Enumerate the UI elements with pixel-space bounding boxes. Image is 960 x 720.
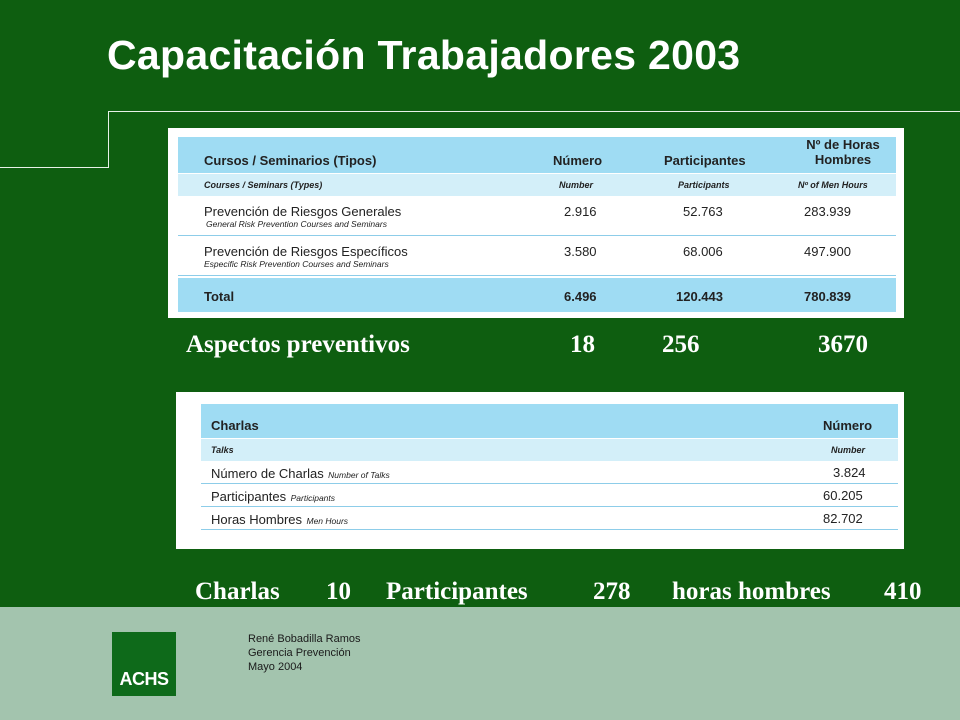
total-numero: 6.496 — [564, 289, 597, 304]
horas-cell: 283.939 — [804, 204, 851, 219]
table-row — [201, 461, 898, 484]
row-label-en: Number of Talks — [328, 470, 390, 480]
column-subheader: Courses / Seminars (Types) — [204, 180, 323, 190]
table-subheader-row — [201, 438, 898, 461]
summary-label: Aspectos preventivos — [186, 331, 410, 358]
table-row — [178, 236, 896, 276]
numero-cell: 3.580 — [564, 244, 597, 259]
row-label-en: Participants — [290, 493, 336, 503]
column-header: Número — [553, 153, 603, 168]
author-name: René Bobadilla Ramos — [248, 633, 361, 645]
summary-label: horas hombres — [672, 578, 831, 605]
row-label: Participantes — [211, 489, 287, 504]
row-label-en: Especific Risk Prevention Courses and Seminars — [204, 259, 389, 269]
summary-value: 18 — [570, 331, 595, 358]
value-cell: 3.824 — [833, 465, 866, 480]
value-cell: 60.205 — [823, 488, 863, 503]
author-department: Gerencia Prevención — [248, 647, 351, 659]
column-header: Participantes — [664, 153, 746, 168]
row-label-en: Men Hours — [306, 516, 349, 526]
participantes-cell: 52.763 — [683, 204, 723, 219]
table-row — [201, 507, 898, 530]
summary-value: 10 — [326, 578, 351, 605]
column-subheader: Talks — [211, 445, 234, 455]
row-label-en: General Risk Prevention Courses and Seminars — [206, 219, 387, 229]
column-subheader: Number — [559, 180, 594, 190]
column-subheader: Nº of Men Hours — [798, 180, 868, 190]
table-row — [201, 484, 898, 507]
logo-text: ACHS — [119, 669, 169, 689]
row-label: Número de Charlas — [211, 466, 324, 481]
column-subheader: Number — [831, 445, 866, 455]
talks-table — [201, 404, 898, 530]
participantes-cell: 68.006 — [683, 244, 723, 259]
slide-title: Capacitación Trabajadores 2003 — [107, 32, 741, 78]
column-header: Cursos / Seminarios (Tipos) — [204, 153, 377, 168]
author-block — [248, 632, 361, 674]
total-horas: 780.839 — [804, 289, 851, 304]
total-participantes: 120.443 — [676, 289, 723, 304]
column-header: Charlas — [211, 418, 259, 433]
table-row — [178, 196, 896, 236]
total-label: Total — [204, 289, 235, 304]
table-total-row — [178, 278, 896, 312]
summary-value: 278 — [593, 578, 631, 605]
summary-label: Participantes — [386, 578, 528, 605]
table-subheader-row — [178, 173, 896, 196]
table-header-row — [201, 404, 898, 438]
decorative-line — [108, 111, 960, 112]
row-label: Horas Hombres — [211, 512, 303, 527]
date: Mayo 2004 — [248, 661, 303, 673]
decorative-line — [0, 167, 109, 168]
achs-logo — [112, 632, 176, 696]
summary-label: Charlas — [195, 578, 280, 605]
summary-value: 3670 — [818, 331, 868, 358]
row-label: Prevención de Riesgos Específicos — [204, 244, 408, 259]
summary-value: 410 — [884, 578, 922, 605]
summary-value: 256 — [662, 331, 700, 358]
column-header: Número — [823, 418, 873, 433]
value-cell: 82.702 — [823, 511, 863, 526]
horas-cell: 497.900 — [804, 244, 851, 259]
row-label: Prevención de Riesgos Generales — [204, 204, 402, 219]
column-subheader: Participants — [678, 180, 730, 190]
courses-table — [178, 137, 896, 312]
column-header: Nº de Horas Hombres — [806, 137, 880, 167]
table-header-row — [178, 137, 896, 173]
numero-cell: 2.916 — [564, 204, 597, 219]
decorative-line — [108, 111, 109, 168]
